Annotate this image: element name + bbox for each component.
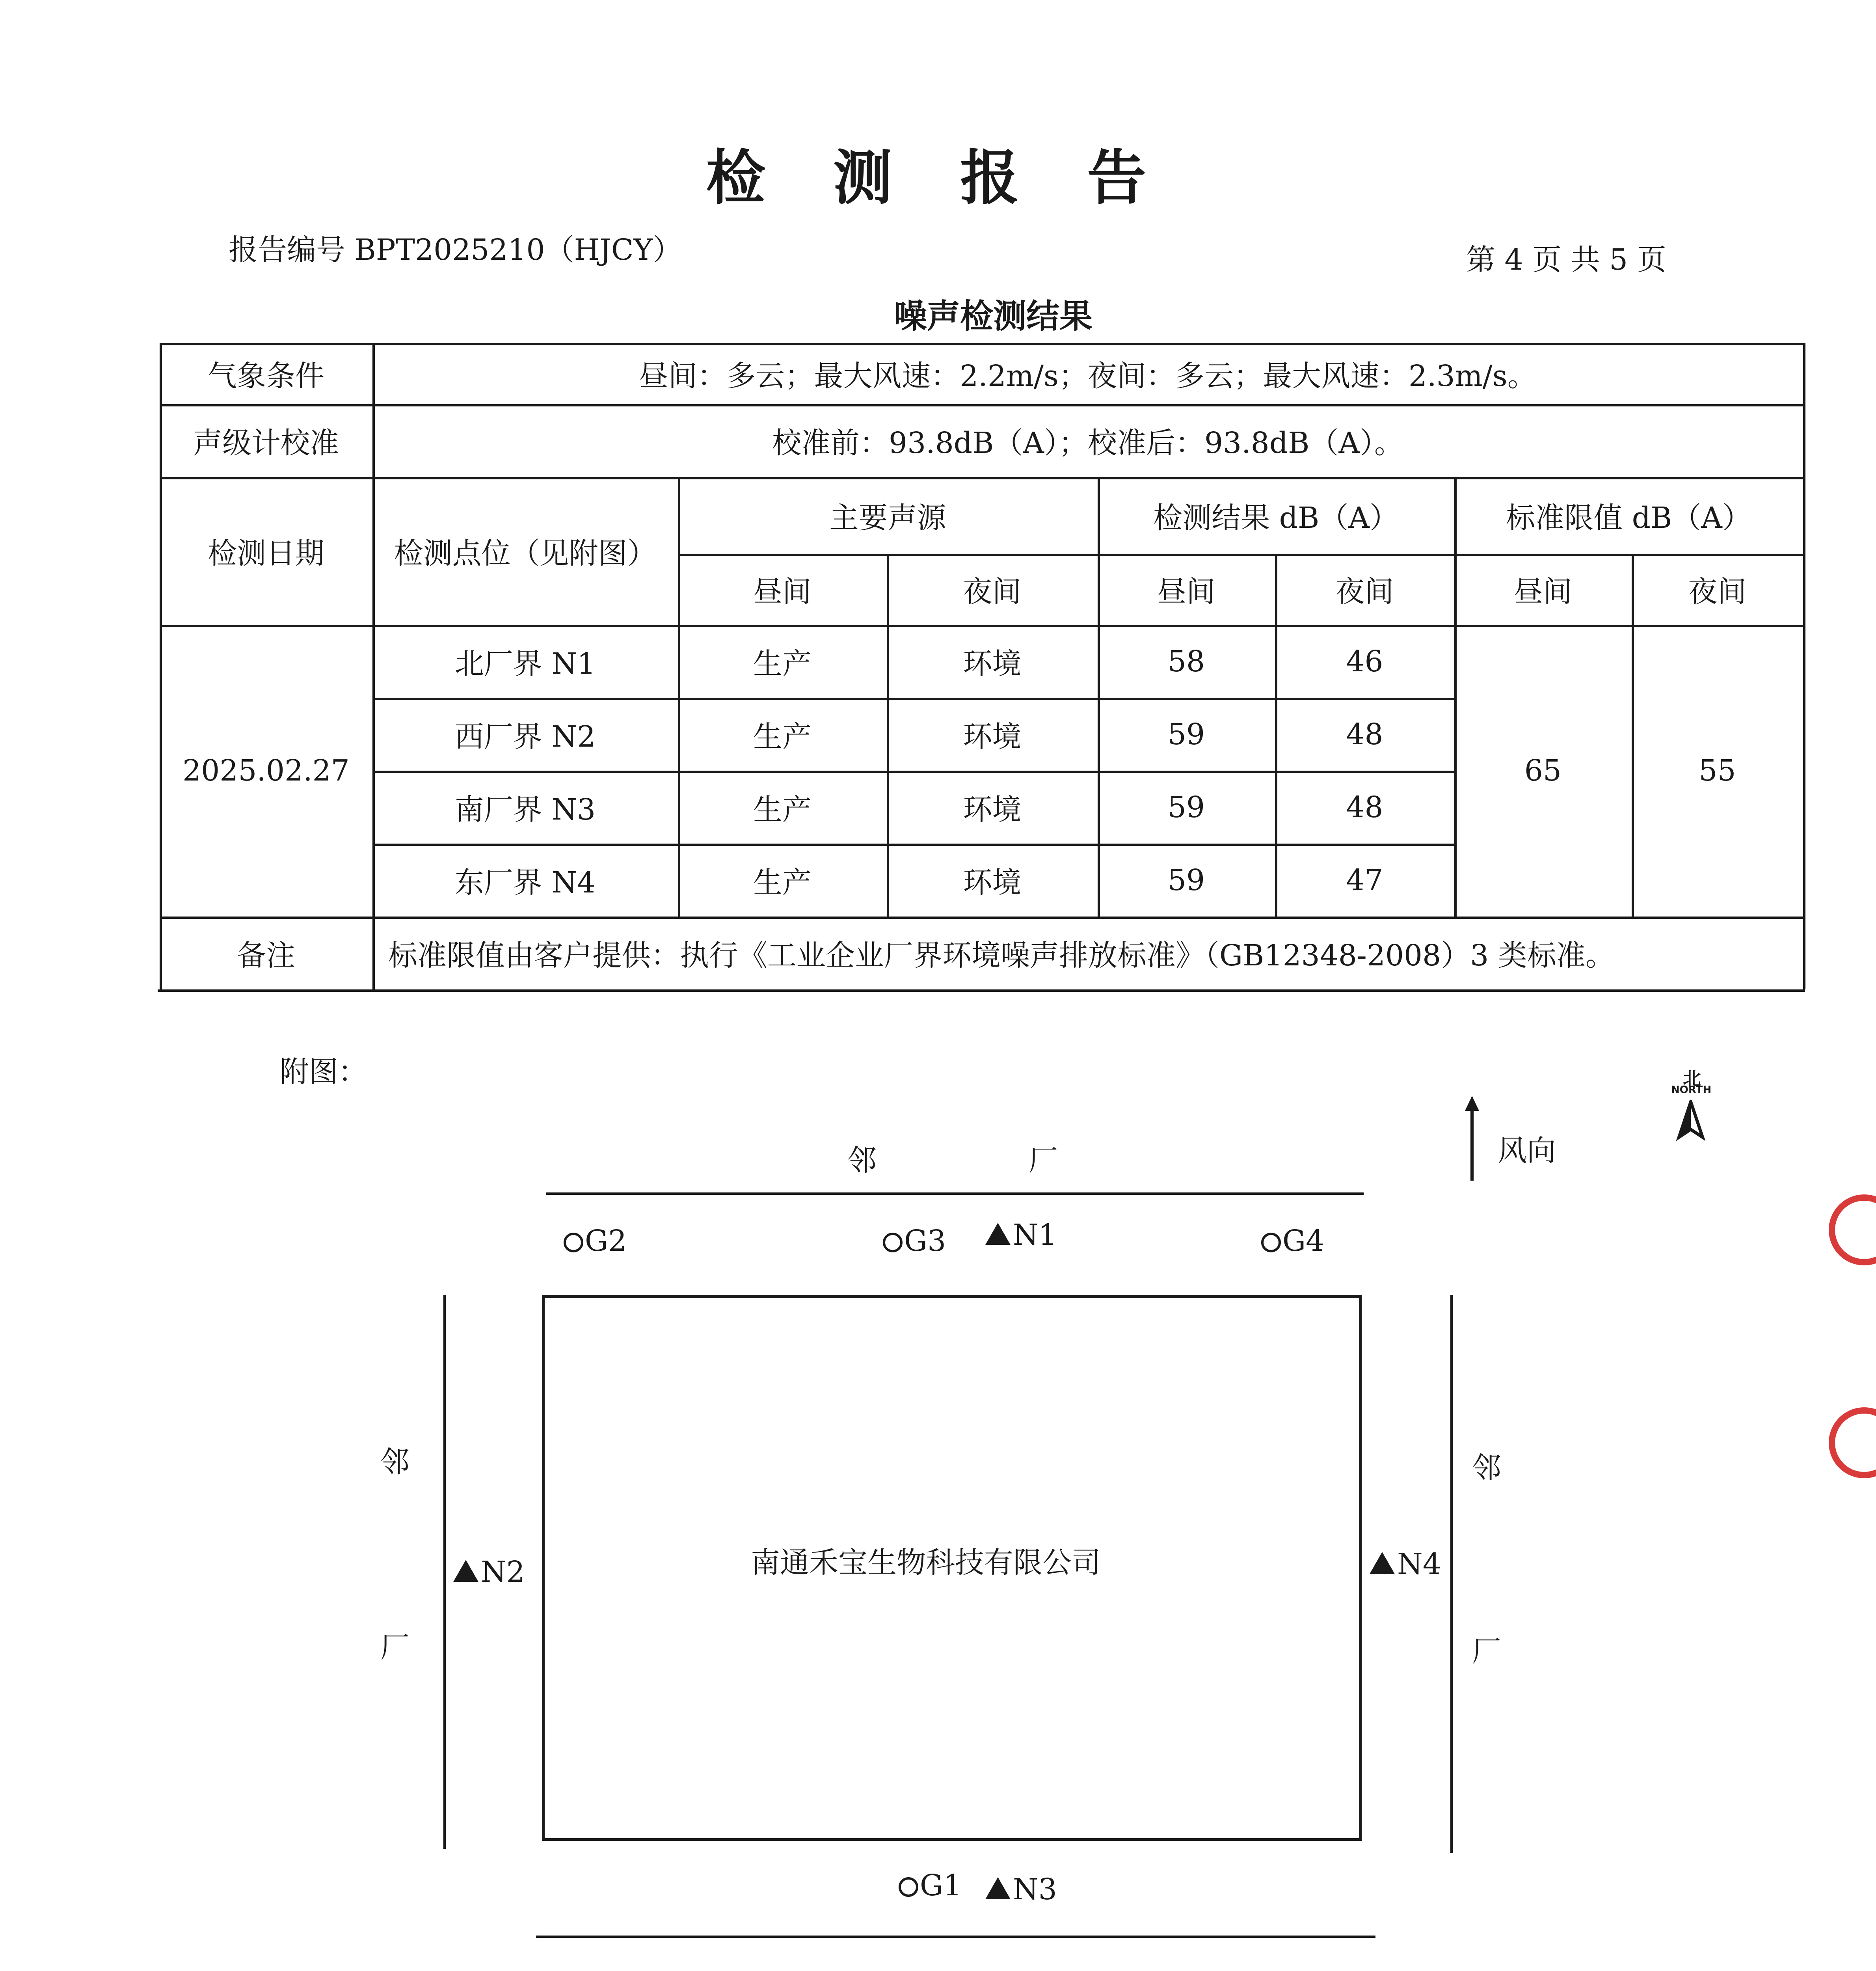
limit-day-cell: 65: [1524, 754, 1562, 788]
circle-marker-icon: [564, 1233, 583, 1252]
circle-marker-icon: [1261, 1233, 1281, 1252]
table-row-result-night: 47: [1346, 863, 1383, 897]
weather-label: 气象条件: [208, 359, 324, 393]
company-name: 南通禾宝生物科技有限公司: [751, 1546, 1101, 1580]
left-neighbor-char-1: 邻: [380, 1445, 409, 1479]
triangle-marker-icon: [985, 1877, 1011, 1899]
header-point: 检测点位（见附图）: [394, 536, 657, 570]
date-cell: 2025.02.27: [182, 754, 350, 788]
point-n4: N4: [1370, 1547, 1441, 1581]
table-row-source-day: 生产: [753, 646, 811, 681]
report-number: 报告编号 BPT2025210（HJCY）: [229, 233, 682, 267]
report-title: 检 测 报 告: [706, 144, 1170, 212]
table-row-source-day: 生产: [753, 792, 811, 827]
table-row-result-night: 48: [1346, 717, 1383, 751]
header-source-night: 夜间: [963, 575, 1022, 609]
table-row-result-day: 58: [1167, 644, 1205, 678]
triangle-marker-icon: [985, 1223, 1011, 1245]
right-neighbor-char-2: 厂: [1472, 1634, 1501, 1668]
calibration-value: 校准前：93.8dB（A）；校准后：93.8dB（A）。: [772, 426, 1403, 460]
header-limit-night: 夜间: [1688, 575, 1747, 609]
calibration-label: 声级计校准: [193, 426, 339, 460]
table-row-source-night: 环境: [963, 865, 1022, 900]
header-limit: 标准限值 dB（A）: [1506, 501, 1751, 535]
table-row-point: 东厂界 N4: [454, 865, 596, 900]
circle-marker-icon: [899, 1877, 918, 1897]
table-row-result-night: 48: [1346, 790, 1383, 824]
north-label-en: NORTH: [1671, 1084, 1712, 1096]
seal-stamp: [1817, 1163, 1876, 1518]
diagram-caption: 附图：: [280, 1055, 367, 1089]
table-row-source-day: 生产: [753, 865, 811, 900]
bottom-label-char-1: [814, 1965, 843, 1971]
header-source: 主要声源: [829, 501, 946, 535]
weather-value: 昼间：多云；最大风速：2.2m/s；夜间：多云；最大风速：2.3m/s。: [639, 359, 1537, 393]
header-source-day: 昼间: [753, 575, 811, 609]
table-row-source-night: 环境: [963, 646, 1022, 681]
point-g3: G3: [883, 1224, 946, 1258]
header-result: 检测结果 dB（A）: [1153, 501, 1399, 535]
left-neighbor-char-2: 厂: [380, 1630, 409, 1664]
wind-direction-arrow-icon: [1460, 1096, 1484, 1183]
triangle-marker-icon: [1370, 1552, 1395, 1574]
wind-label: 风向: [1498, 1134, 1556, 1168]
point-n2: N2: [453, 1555, 525, 1589]
table-row-point: 北厂界 N1: [454, 646, 596, 681]
point-g1: G1: [899, 1869, 962, 1902]
point-g2: G2: [564, 1224, 627, 1258]
header-result-night: 夜间: [1335, 575, 1394, 609]
point-n1: N1: [985, 1218, 1057, 1252]
table-row-result-day: 59: [1167, 863, 1205, 897]
table-row-result-day: 59: [1167, 717, 1205, 751]
section-title: 噪声检测结果: [893, 297, 1092, 335]
table-row-point: 南厂界 N3: [454, 792, 596, 827]
header-limit-day: 昼间: [1514, 575, 1572, 609]
header-result-day: 昼间: [1157, 575, 1215, 609]
table-row-result-day: 59: [1167, 790, 1205, 824]
top-neighbor-char-1: 邻: [847, 1144, 877, 1177]
remark-value: 标准限值由客户提供：执行《工业企业厂界环境噪声排放标准》（GB12348-2008）3 类标准。: [388, 938, 1615, 972]
table-row-point: 西厂界 N2: [454, 719, 596, 754]
bottom-label-char-2: [1042, 1965, 1072, 1971]
factory-boundary: [542, 1295, 1362, 1841]
page-info: 第 4 页 共 5 页: [1466, 243, 1666, 277]
header-date: 检测日期: [208, 536, 324, 570]
limit-night-cell: 55: [1699, 754, 1736, 788]
table-row-source-night: 环境: [963, 719, 1022, 754]
table-row-source-day: 生产: [753, 719, 811, 754]
point-n3: N3: [985, 1872, 1057, 1906]
compass-icon: [1673, 1100, 1708, 1143]
circle-marker-icon: [883, 1233, 903, 1252]
north-label-cn: 北: [1683, 1068, 1701, 1089]
table-row-result-night: 46: [1346, 644, 1383, 678]
table-row-source-night: 环境: [963, 792, 1022, 827]
right-neighbor-char-1: 邻: [1472, 1451, 1501, 1485]
triangle-marker-icon: [453, 1560, 478, 1582]
remark-label: 备注: [237, 938, 295, 972]
top-neighbor-char-2: 厂: [1029, 1144, 1058, 1177]
point-g4: G4: [1261, 1224, 1324, 1258]
